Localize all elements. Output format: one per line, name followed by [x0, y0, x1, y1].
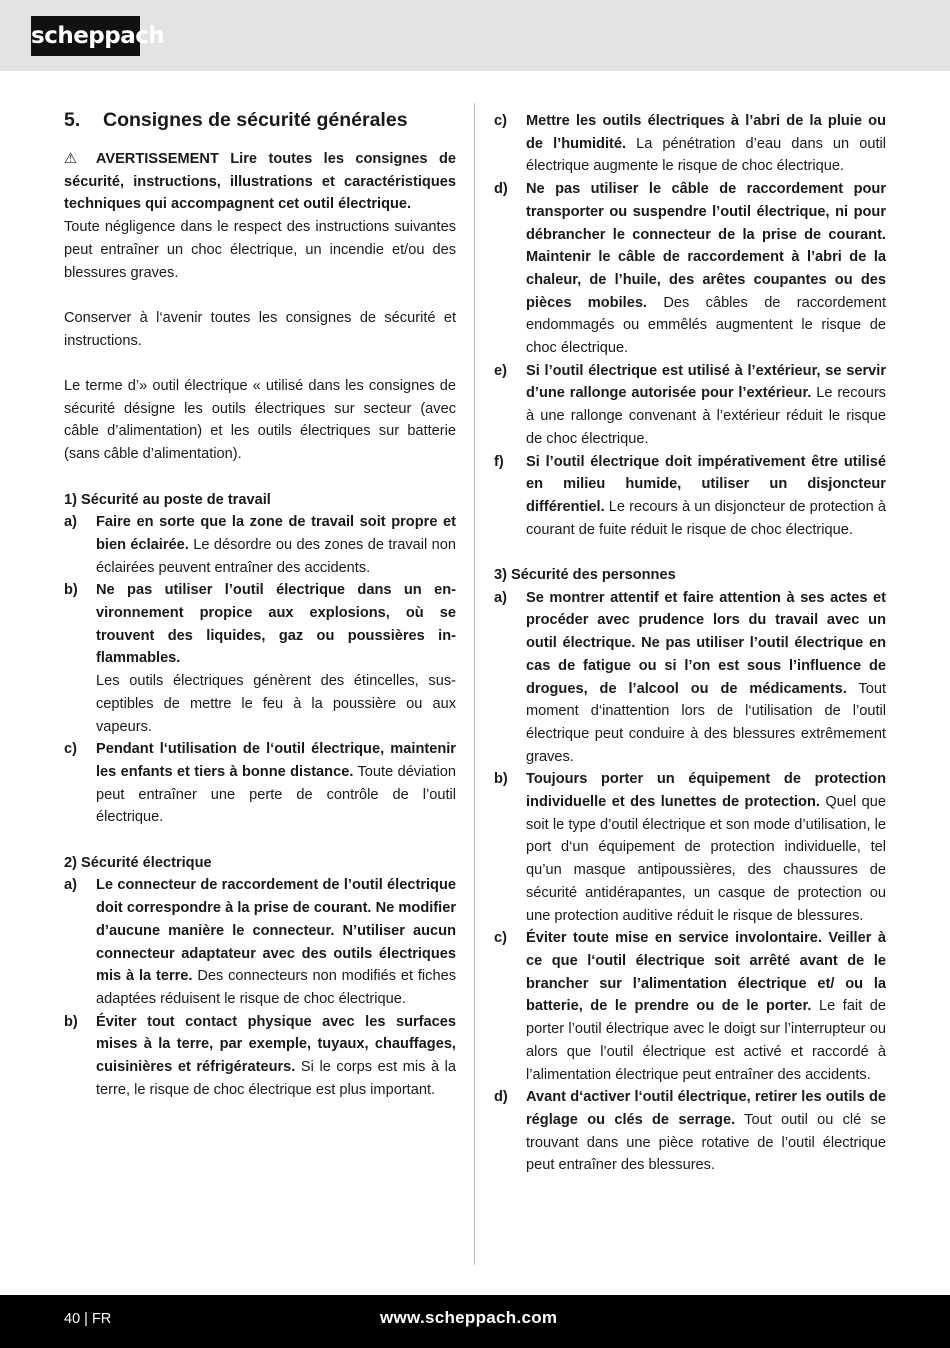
item-body: Quel que soit le type d’outil électrique et son mode d’utilisation, le port d‘un équipement de protection individuelle, tel qu’un masque antipoussières, des chaussures de sécurité antidérapantes, un casque de protection ou une protection auditive réduit le risque de blessures. [526, 794, 886, 924]
item-body: La pénétration d’eau dans un outil électrique augmente le risque de choc électrique. [526, 135, 886, 175]
section-title-text: Consignes de sécurité générales [103, 109, 408, 131]
item-bold: Éviter tout contact physique avec les surfaces mises à la terre, par exemple, tuyaux, chauffages, cuisinières et réfrigérateurs. [96, 1013, 456, 1076]
list-item [494, 360, 886, 451]
item-text [96, 511, 456, 579]
item-text [526, 927, 886, 1086]
item-body: Tout outil ou clé se trouvant dans une pièce rotative de l’outil électrique peut entraîner des blessures. [526, 1111, 886, 1174]
item-body: Des connecteurs non modifiés et fiches adaptées réduisent le risque de choc électrique. [96, 968, 456, 1007]
page-number: 40 | FR [64, 1311, 112, 1327]
item-text [96, 738, 456, 829]
item-text [96, 874, 456, 1010]
item-body: Le recours à une rallonge convenant à l’extérieur réduit le risque de choc électrique. [526, 385, 886, 447]
item-label: b) [494, 771, 508, 788]
item-label: c) [494, 930, 507, 947]
section-title [64, 108, 456, 132]
list-item [64, 1011, 456, 1102]
item-body: Le désordre ou des zones de travail non éclairées peuvent entraîner des accidents. [96, 536, 457, 576]
item-bold: Le connecteur de raccordement de l’outil électrique doit correspondre à la prise de courant. Ne modifier d’aucune manière le connecteur. N’utiliser aucun connecteur adaptateur avec des outils électriques mis à la terre. [96, 877, 456, 985]
item-text [96, 579, 456, 738]
warning-text: Toute négligence dans le respect des instructions suivantes peut entraîner un choc électrique, un incendie et/ou des blessures graves. [64, 219, 456, 281]
list-item [494, 1086, 886, 1177]
list-item [64, 738, 456, 829]
item-text [526, 587, 886, 769]
item-text [526, 451, 886, 542]
list-item [494, 927, 886, 1086]
list-item [64, 874, 456, 1010]
item-body: Si le corps est mis à la terre, le risque de choc électrique est plus important. [96, 1059, 457, 1098]
header-bar [0, 0, 950, 71]
list-item [494, 768, 886, 927]
item-bold: Toujours porter un équipement de protection individuelle et des lunettes de protection. [526, 771, 886, 811]
item-label: a) [64, 514, 77, 531]
right-column [494, 110, 886, 1177]
list-item [494, 451, 886, 542]
footer-bar [0, 1295, 950, 1348]
term-definition-text: Le terme d’» outil électrique « utilisé dans les consignes de sécurité désigne les outils électriques sur secteur (avec câble d’alimentation) et les outils électriques sur batterie (sans câble d’alimentation). [64, 378, 456, 463]
section-number: 5. [64, 109, 81, 131]
list-item [64, 579, 456, 738]
item-body: Des câbles de raccordement endommagés ou emmêlés augmentent le risque de choc électrique. [526, 294, 886, 357]
item-label: b) [64, 582, 78, 599]
electrical-title: 2) Sécurité électrique [64, 854, 212, 871]
item-label: c) [64, 741, 77, 758]
website-url: www.scheppach.com [380, 1308, 558, 1327]
item-label: d) [494, 1089, 508, 1106]
item-label: a) [494, 589, 507, 606]
item-label: a) [64, 877, 77, 894]
item-bold: Se montrer attentif et faire attention à ses actes et procéder avec prudence lors du travail avec un outil électrique. Ne pas utiliser l’outil électrique en cas de fatigue ou si l’on est sous l’influence de drogues, de l’alcool ou de médicaments. [526, 589, 886, 697]
item-text [526, 360, 886, 451]
persons-title: 3) Sécurité des personnes [494, 567, 676, 584]
warning-paragraph [64, 148, 456, 216]
item-body: Le fait de porter l’outil électrique avec le doigt sur l’interrupteur ou alors que l’outil électrique est activé et raccordé à l’alimentation électrique peut entraîner des accidents. [526, 998, 886, 1083]
warning-bold-text: AVERTISSEMENT Lire toutes les consignes de sécurité, instructions, illustrations et caractéristiques techniques qui accompagnent cet outil électrique. [64, 151, 456, 213]
item-bold: Si l’outil électrique doit impérativement être utilisé en milieu humide, utiliser un disjoncteur différentiel. [526, 453, 886, 515]
item-label: f) [494, 453, 504, 470]
item-body: Tout moment d‘inattention lors de l‘utilisation de l’outil électrique peut conduire à des blessures extrêmement graves. [526, 680, 886, 765]
column-divider [474, 103, 475, 1265]
list-item [64, 511, 456, 579]
list-item [494, 587, 886, 769]
item-text [526, 110, 886, 178]
item-text [526, 768, 886, 927]
list-item [494, 178, 886, 360]
item-bold: Si l’outil électrique est utilisé à l’extérieur, se servir d’une rallonge autorisée pour l’extérieur. [526, 362, 886, 402]
warning-triangle-icon: ⚠ [64, 151, 85, 167]
item-label: c) [494, 113, 507, 129]
item-body: Les outils électriques génèrent des étincelles, susceptibles de mettre le feu à la poussière ou aux vapeurs. [96, 673, 456, 735]
keep-instructions-text: Conserver à l‘avenir toutes les consignes de sécurité et instructions. [64, 309, 456, 349]
item-label: d) [494, 181, 508, 198]
item-bold: Mettre les outils électriques à l’abri de la pluie ou de l’humidité. [526, 113, 886, 152]
item-body: Toute déviation peut entraîner une perte de contrôle de l’outil électrique. [96, 763, 456, 826]
item-bold: Pendant l‘utilisation de l‘outil électrique, maintenir les enfants et tiers à bonne distance. [96, 741, 456, 780]
item-bold: Éviter toute mise en service involontaire. Veiller à ce que l‘outil électrique soit arrêté avant de le brancher sur l’alimentation électrique et/ ou la batterie, de le prendre ou de le porter. [526, 930, 886, 1015]
item-label: b) [64, 1013, 78, 1030]
item-bold: Ne pas utiliser l’outil électrique dans un environnement propice aux explosions, où se trouvent des liquides, gaz ou poussières inflammables. [96, 582, 456, 667]
item-bold: Ne pas utiliser le câble de raccordement pour transporter ou suspendre l’outil électrique, ni pour débrancher le connecteur de la prise de courant. Maintenir le câble de raccordement à l’abri de la chaleur, de l’huile, des arêtes coupantes ou des pièces mobiles. [526, 181, 886, 311]
left-column [64, 108, 456, 1101]
list-item [494, 110, 886, 178]
item-label: e) [494, 362, 507, 379]
item-text [526, 178, 886, 360]
item-text [96, 1011, 456, 1102]
item-bold: Faire en sorte que la zone de travail soit propre et bien éclairée. [96, 514, 456, 553]
item-bold: Avant d‘activer l‘outil électrique, retirer les outils de réglage ou clés de serrage. [526, 1089, 886, 1128]
scheppach-logo: scheppach [31, 16, 140, 56]
item-body: Le recours à un disjoncteur de protection à courant de fuite réduit le risque de choc électrique. [526, 498, 886, 538]
item-text [526, 1086, 886, 1177]
workplace-title: 1) Sécurité au poste de travail [64, 491, 271, 508]
